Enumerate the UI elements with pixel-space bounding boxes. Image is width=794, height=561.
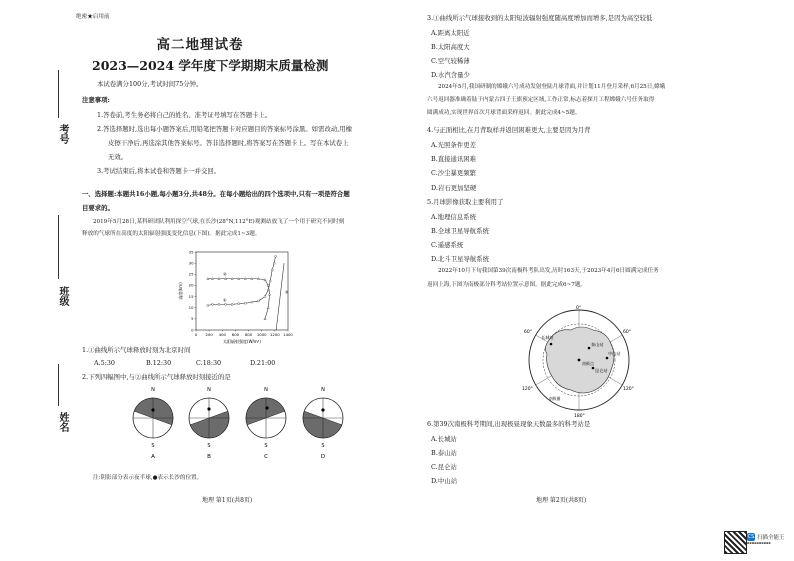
scanner-logo: CS 扫描全能王 ▪▪▪▪▪▪▪▪▪▪: [747, 534, 785, 545]
changcheng-label: 长城站: [541, 335, 554, 340]
changsha-dot: [207, 407, 210, 410]
series-1-label: ①: [223, 297, 227, 303]
x-tick-label: 1400: [283, 332, 293, 337]
exam-no-blank: [58, 70, 59, 118]
changsha-dot: [151, 408, 154, 411]
antarctic-circle-label: 南极圈: [549, 396, 561, 401]
series-1-point: [207, 304, 209, 306]
series-1-point: [211, 303, 213, 305]
q4-option-a: A.光照条件更差: [431, 141, 476, 149]
q1-option-c: C.18:30: [196, 359, 222, 367]
series-2-point: [211, 278, 213, 280]
class-label: 班级: [57, 286, 68, 306]
taishan-label: 泰山站: [591, 342, 604, 347]
intro-q6-7-b: 返回上海,下图为南极部分科考站位置示意图。据此完成6~7题。: [427, 282, 587, 288]
y-tick-label: 15: [188, 293, 194, 299]
south-pole-marker: [578, 359, 581, 362]
notice-2b: 皮擦干净后,再选涂其他答案标号。答非选择题时,将答案写在答题卡上。写在本试卷上: [108, 139, 349, 147]
series-1-point: [231, 303, 233, 305]
south-pole-label: 南极点: [582, 361, 594, 366]
footer-right: 地理 第2页(共8页): [536, 497, 587, 504]
name-label: 姓名: [57, 412, 68, 432]
series-1-point: [251, 301, 253, 303]
y-tick-label: 25: [188, 271, 194, 277]
x-tick-label: 200: [205, 332, 213, 337]
lon-120w: 120°: [522, 387, 533, 392]
intro-q1-3: 2019年5月28日,某科研团队利用探空气球,在长沙(28°N,112°E)观测站放飞了一个用于研究不同时刻: [93, 219, 345, 225]
q1-option-a: A.5:30: [94, 359, 115, 367]
q2-stem: 2.下列四幅图中,与②曲线所示气球释放时刻接近的是: [82, 373, 231, 381]
series-2-point: [269, 293, 271, 295]
q6-option-a: A.长城站: [431, 435, 457, 443]
series-1-point: [271, 269, 273, 271]
series-1-point: [275, 255, 277, 257]
secret-mark: 绝密★启用前: [76, 14, 110, 20]
q6-stem: 6.第39次南极科考期间,出现极昼现象天数最多的科考站是: [427, 420, 591, 428]
pie-option-c: [241, 384, 291, 460]
y-tick-label: 10: [188, 305, 194, 311]
lon-120e: 120°: [623, 387, 634, 392]
pie-letter: D: [320, 454, 326, 460]
notice-3: 3.考试结束后,将本试卷和答题卡一并交回。: [97, 167, 221, 175]
intro-q6-7: 2022年10月下旬我国第39次南极科考队出发,历时163天,于2023年4月6日圆满完成任务: [438, 268, 659, 274]
pie-n-label: N: [264, 387, 268, 393]
q4-option-c: C.沙尘暴更频繁: [431, 169, 477, 177]
series-line-3: [276, 263, 284, 330]
series-2-point: [244, 278, 246, 280]
qr-code-icon: [724, 531, 747, 554]
lon-60w: 60°: [524, 330, 532, 335]
x-axis-label: 太阳辐射强度(W/m²): [223, 339, 261, 344]
series-2-point: [231, 278, 233, 280]
lon-180: 180°: [574, 414, 585, 418]
antarctica-map: [519, 304, 639, 418]
changsha-dot: [321, 408, 324, 411]
series-2-point: [264, 318, 266, 320]
q5-option-c: C.遥感系统: [431, 241, 464, 249]
pie-option-b: [184, 384, 234, 460]
series-1-point: [273, 262, 275, 264]
series-1-point: [269, 280, 271, 282]
notice-1: 1.答卷前,考生务必将自己的姓名、准考证号填写在答题卡上。: [97, 111, 272, 119]
intro-q4-5: 2024年5月,我国研制的嫦娥六号成功发射登陆月球背面,并计划11月登月采样,6月25日,嫦娥: [438, 84, 666, 90]
changsha-dot: [265, 406, 268, 409]
scanner-logo-label: 扫描全能王: [757, 535, 785, 541]
x-tick-label: 600: [231, 332, 240, 337]
pie-option-a: [128, 384, 178, 460]
name-blank: [58, 364, 59, 406]
zhongshan-label: 中山站: [608, 351, 621, 356]
series-2-label: ②: [223, 271, 227, 277]
intro-q1-3-cont: 释放的气球所在高度的太阳辐射强度变化信息(下图)。据此完成1~3题。: [82, 231, 261, 237]
pie-s-label: S: [151, 443, 155, 449]
intro-q4-5-b: 六号返回器准确着陆于内蒙古四子王旗预定区域,工作正常,标志着探月工程嫦娥六号任务取得: [427, 97, 655, 103]
pie-note: 注:阴影部分表示夜半球,●表示长沙的位置。: [93, 475, 203, 481]
y-axis-label: 高度(km): [178, 282, 183, 300]
q3-option-b: B.太阳高度大: [431, 43, 470, 51]
section-1-heading: 一、选择题:本题共16小题,每小题3分,共48分。在每小题给出的四个选项中,只有一项是符合题: [82, 190, 350, 198]
exam-info: 本试卷满分100分,考试时间75分钟。: [97, 80, 203, 88]
q3-option-a: A.距离太阳近: [431, 29, 470, 37]
footer-left: 地理 第1页(共8页): [202, 497, 253, 504]
series-2-point: [224, 278, 226, 280]
x-tick-label: 1000: [256, 332, 267, 337]
pie-s-label: S: [207, 443, 211, 449]
y-tick-label: 35: [188, 249, 194, 255]
series-2-point: [264, 279, 266, 281]
class-blank: [58, 215, 59, 279]
zhongshan-marker: [606, 357, 609, 360]
q1-stem: 1.①曲线所示气球释放时刻为北京时间: [82, 346, 191, 354]
series-2-point: [207, 278, 209, 280]
kunlun-label: 昆仑站: [595, 368, 608, 373]
q6-option-c: C.昆仑站: [431, 463, 457, 471]
kunlun-marker: [592, 367, 595, 370]
x-tick-label: 0: [194, 332, 198, 337]
q1-option-b: B.12:30: [146, 359, 172, 367]
section-1-heading-cont: 目要求的。: [82, 204, 114, 212]
q3-option-c: C.空气较稀薄: [431, 57, 470, 65]
series-line-2: [208, 279, 270, 319]
notice-2c: 无效。: [108, 153, 128, 161]
y-tick-label: 30: [188, 260, 194, 266]
pie-n-label: N: [207, 387, 211, 393]
series-2-point: [267, 307, 269, 309]
x-tick-label: 800: [244, 332, 253, 337]
series-2-point: [257, 278, 259, 280]
exam-no-label: 考号: [57, 124, 68, 144]
q4-option-d: D.岩石更加坚硬: [431, 184, 477, 192]
taishan-marker: [588, 347, 591, 350]
y-tick-label: 20: [188, 282, 194, 288]
scanner-logo-icon: CS: [747, 534, 755, 540]
changcheng-marker: [550, 343, 553, 346]
pie-n-label: N: [151, 387, 155, 393]
q5-option-a: A.地理信息系统: [431, 213, 476, 221]
series-1-point: [264, 296, 266, 298]
exam-subtitle: 2023—2024 学年度下学期期末质量检测: [92, 58, 329, 73]
series-1-point: [238, 303, 240, 305]
pie-letter: C: [264, 454, 268, 460]
q3-stem: 3.①曲线所示气球接收到的太阳短波辐射强度随高度增加而增多,是因为高空较低: [427, 14, 653, 22]
intro-q4-5-c: 圆满成功,实现世界首次月球背面采样返回。据此完成4~5题。: [427, 110, 581, 116]
series-1-point: [218, 303, 220, 305]
series-2-point: [251, 278, 253, 280]
notice-heading: 注意事项:: [82, 96, 110, 104]
q5-option-d: D.北斗卫星导航系统: [431, 255, 490, 263]
q1-option-d: D.21:00: [250, 359, 276, 367]
pie-letter: A: [151, 454, 155, 460]
q6-option-d: D.中山站: [431, 477, 458, 485]
series-1-point: [225, 303, 227, 305]
series-2-point: [218, 278, 220, 280]
pie-option-d: [298, 384, 348, 460]
lon-0: 0°: [576, 306, 582, 311]
q3-option-d: D.水汽含量少: [431, 71, 470, 79]
y-tick-label: 5: [191, 316, 194, 322]
y-tick-label: 0: [191, 327, 194, 333]
lon-60e: 60°: [623, 330, 631, 335]
q5-option-b: B.全球卫星导航系统: [431, 227, 489, 235]
q5-stem: 5.月球影像获取主要利用了: [427, 198, 504, 206]
radiation-chart: [176, 246, 296, 346]
pie-letter: B: [207, 454, 211, 460]
x-tick-label: 400: [218, 332, 226, 337]
series-3-label: ③: [284, 289, 289, 295]
series-1-point: [244, 302, 246, 304]
x-tick-label: 1200: [270, 332, 280, 337]
pie-s-label: S: [321, 443, 325, 449]
pie-n-label: N: [321, 387, 325, 393]
pie-s-label: S: [264, 443, 268, 449]
q4-option-b: B.直接通讯困难: [431, 155, 477, 163]
notice-2: 2.答选择题时,选出每小题答案后,用铅笔把答题卡对应题目的答案标号涂黑。如需改动,用橡: [97, 125, 353, 133]
q4-stem: 4.与正面相比,在月背取样并返回困难更大,主要是因为月背: [427, 126, 591, 134]
exam-title: 高二地理试卷: [156, 37, 244, 53]
q6-option-b: B.泰山站: [431, 449, 457, 457]
series-2-point: [238, 278, 240, 280]
series-1-point: [257, 300, 259, 302]
